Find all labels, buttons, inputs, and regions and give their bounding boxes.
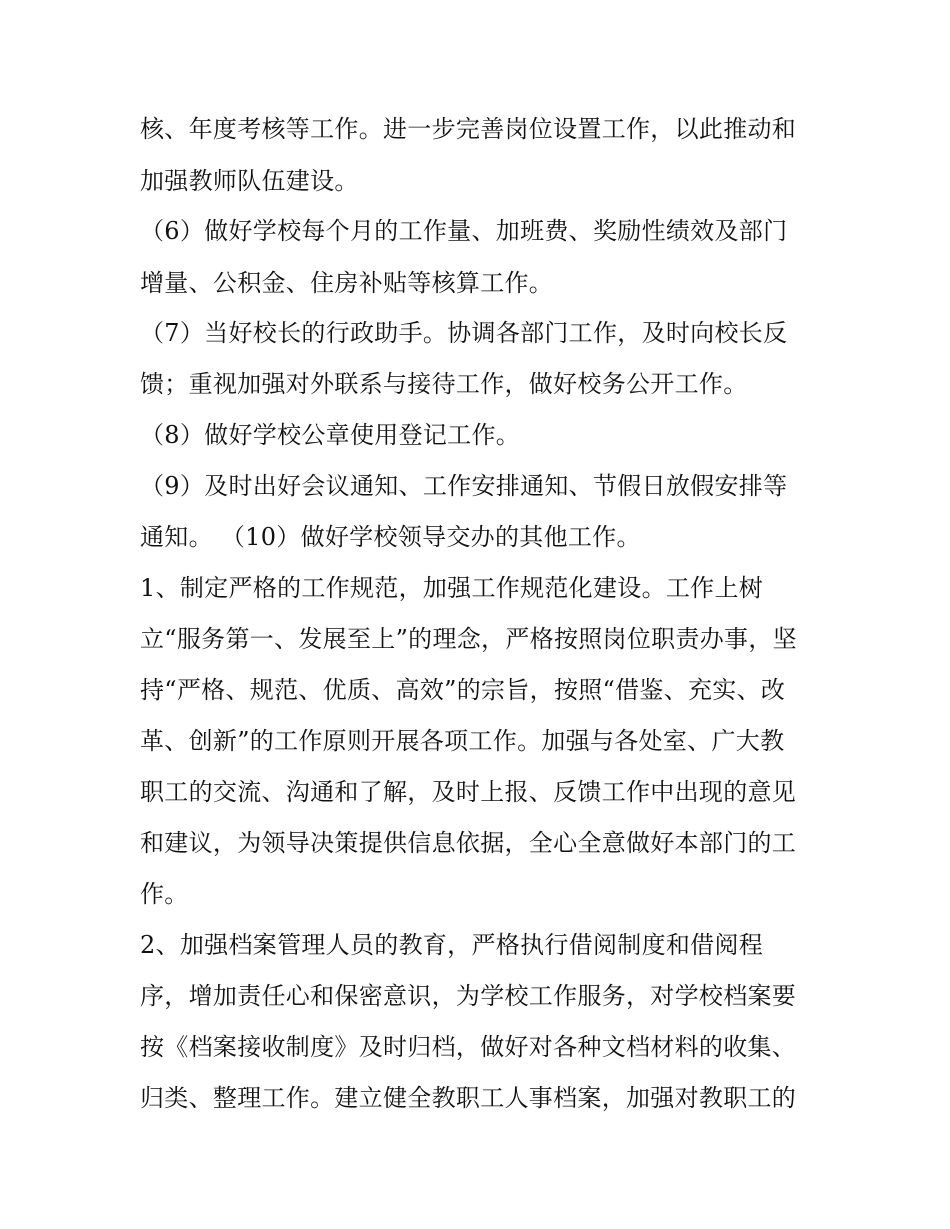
text-line: 作。 (140, 880, 189, 908)
text-line: 2、加强档案管理人员的教育，严格执行借阅制度和借阅程 (140, 931, 764, 959)
text-line: （6）做好学校每个月的工作量、加班费、奖励性绩效及部门 (140, 217, 788, 245)
text-line: 核、年度考核等工作。进一步完善岗位设置工作，以此推动和 (140, 115, 797, 143)
text-line: 革、创新”的工作原则开展各项工作。加强与各处室、广大教 (140, 727, 785, 755)
text-line: 增量、公积金、住房补贴等核算工作。 (140, 269, 554, 297)
text-line: 持“严格、规范、优质、高效”的宗旨，按照“借鉴、充实、改 (140, 676, 786, 704)
text-line: 馈；重视加强对外联系与接待工作，做好校务公开工作。 (140, 370, 748, 398)
text-line: 1、制定严格的工作规范，加强工作规范化建设。工作上树 (140, 574, 764, 602)
text-line: 立“服务第一、发展至上”的理念，严格按照岗位职责办事，坚 (140, 625, 797, 653)
text-line: （7）当好校长的行政助手。协调各部门工作，及时向校长反 (140, 319, 788, 347)
text-line: 职工的交流、沟通和了解，及时上报、反馈工作中出现的意见 (140, 778, 797, 806)
text-line: 和建议，为领导决策提供信息依据，全心全意做好本部门的工 (140, 829, 797, 857)
text-line: 加强教师队伍建设。 (140, 167, 359, 195)
text-line: 按《档案接收制度》及时归档，做好对各种文档材料的收集、 (140, 1033, 797, 1061)
text-line: 序，增加责任心和保密意识，为学校工作服务，对学校档案要 (140, 982, 797, 1010)
text-line: 归类、整理工作。建立健全教职工人事档案，加强对教职工的 (140, 1084, 797, 1112)
text-line: 通知。 （10）做好学校领导交办的其他工作。 (140, 523, 641, 551)
text-line: （8）做好学校公章使用登记工作。 (140, 421, 521, 449)
text-line: （9）及时出好会议通知、工作安排通知、节假日放假安排等 (140, 472, 788, 500)
